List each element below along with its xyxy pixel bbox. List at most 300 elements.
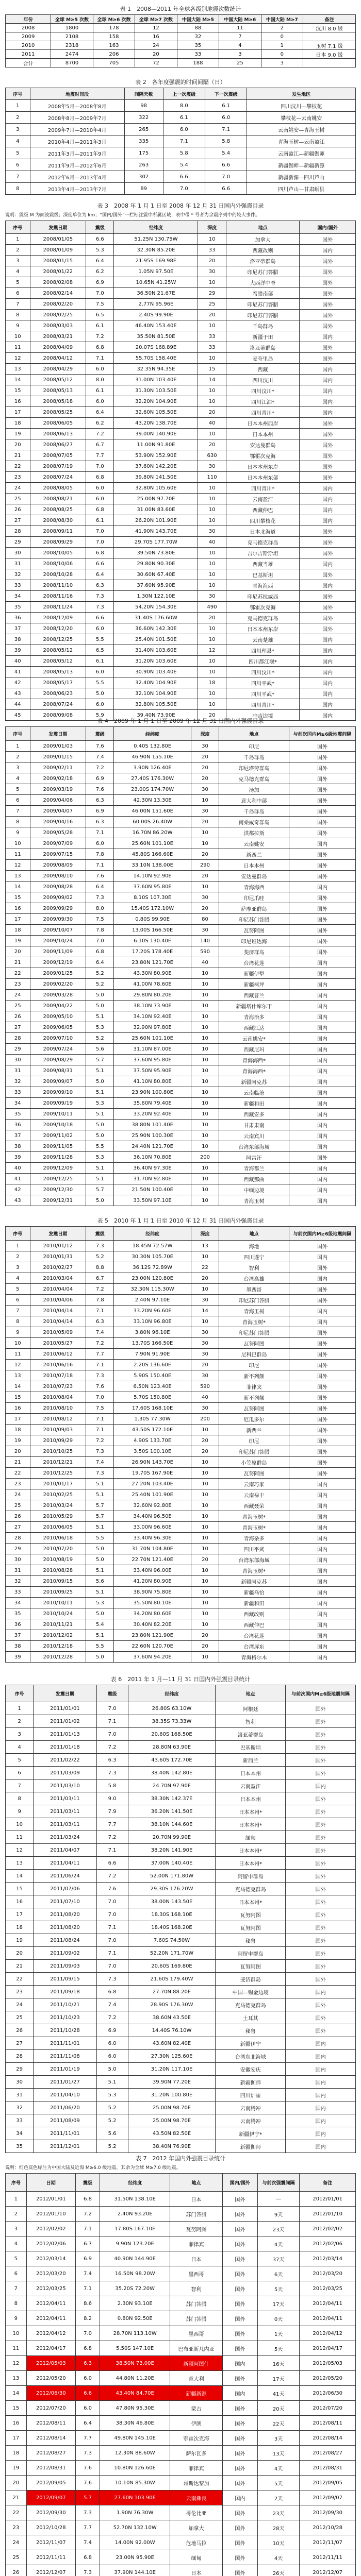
table-cell: 5.5: [86, 1533, 114, 1544]
table-row: [6, 1511, 356, 1522]
table-cell: 四川芦山—甘肃岷县: [247, 183, 356, 195]
table-cell: 青海治多: [219, 1011, 289, 1022]
table-cell: 7.0: [96, 1895, 128, 1908]
table-cell: 2009/12/31: [30, 1195, 86, 1206]
table-cell: 2010/12/28: [30, 1652, 86, 1663]
table-cell: 5.2: [96, 2114, 128, 2127]
table-cell: 2012/12/07: [300, 2565, 356, 2576]
table-cell: 38.80N 101.40E: [114, 1120, 191, 1130]
table-cell: 42.30N 13.30E: [114, 795, 191, 806]
table-row: [6, 2251, 356, 2266]
table-cell: 国内: [289, 1055, 355, 1065]
table-cell: 4: [6, 1741, 34, 1754]
table-row: [6, 1251, 356, 1262]
table-cell: 国内: [222, 2490, 257, 2505]
table-cell: 20: [191, 1273, 219, 1284]
table-cell: 6: [6, 795, 30, 806]
table-cell: 3: [6, 256, 30, 266]
table-cell: 6.3: [86, 580, 114, 591]
table-cell: 23: [6, 1479, 30, 1489]
table-cell: 19.70S 167.90E: [114, 1468, 191, 1479]
table-cell: 26: [6, 504, 30, 515]
table-cell: 2009/11/05: [30, 1141, 86, 1152]
table-cell: 26.80S 63.10W: [128, 1702, 216, 1715]
table-row: [6, 1960, 356, 1973]
table-cell: 2008/08/25: [30, 504, 86, 515]
table-cell: 6.6: [205, 183, 247, 195]
table-cell: 国内: [286, 2102, 356, 2114]
table-cell: 2008/05/12: [30, 645, 86, 656]
table-cell: 青海海西*: [219, 1065, 289, 1076]
table-cell: 10: [198, 277, 226, 288]
table-cell: 2011/03/24: [34, 1831, 96, 1844]
table-cell: 新疆塔什库尔干: [219, 1001, 289, 1011]
table-cell: 千岛群岛: [219, 752, 289, 762]
table-cell: 2008/05/17: [30, 677, 86, 688]
table-cell: 1: [6, 100, 30, 112]
table-cell: 0.80S 99.90E: [114, 914, 191, 925]
table-cell: 11: [219, 24, 261, 32]
table-3-note: 说明：震级 M 为面波震级；深度单位为 km；“国内/国外”一栏标注震中所属区域；表中带 * 号者为余震序列中的较大事件。: [5, 213, 260, 218]
table-cell: 20.70N 99.90E: [128, 1831, 216, 1844]
table-row: [6, 1805, 356, 1818]
table-cell: 41.10N 80.80E: [114, 1076, 191, 1087]
table-cell: 29: [6, 1044, 30, 1055]
table-cell: 7.2: [86, 1284, 114, 1295]
table-cell: 国外: [289, 773, 355, 784]
table-cell: 2010/03/04: [30, 1273, 86, 1284]
table-cell: 10: [198, 320, 226, 331]
table-cell: 7.2: [96, 1831, 128, 1844]
table-row: [6, 1831, 356, 1844]
table-cell: 34.40N 96.50E: [114, 1511, 191, 1522]
table-cell: 秘鲁: [216, 2024, 286, 2037]
table-row: [6, 1011, 356, 1022]
table-cell: 2011/07/06: [34, 1883, 96, 1895]
table-cell: 瓦努阿图: [219, 1403, 289, 1414]
table-cell: 土耳其: [216, 2011, 286, 2024]
table-row: [6, 2089, 356, 2102]
table-cell: 24: [6, 990, 30, 1001]
table-cell: 国内: [289, 1273, 355, 1284]
column-header: 备注: [303, 15, 356, 24]
table-cell: 国外: [300, 353, 356, 364]
table-cell: 29.80N 80.20E: [114, 990, 191, 1001]
table-cell: 2011/09/03: [34, 1960, 96, 1973]
table-cell: 35.50N 81.50E: [114, 331, 198, 342]
table-cell: 22: [6, 461, 30, 472]
table-row: [6, 1033, 356, 1044]
table-cell: 20: [191, 871, 219, 882]
table-cell: 7.0: [163, 183, 205, 195]
table-cell: 1800: [51, 24, 93, 32]
table-row: [6, 2461, 356, 2476]
table-row: [6, 2127, 356, 2140]
table-cell: 10: [191, 838, 219, 849]
table-cell: 33.10N 96.80E: [114, 1316, 191, 1327]
table-cell: 7.0: [96, 1702, 128, 1715]
table-cell: 安徽安庆: [216, 2063, 286, 2076]
table-cell: 四川攀枝花: [226, 515, 300, 526]
table-cell: 24: [135, 41, 177, 50]
table-2-body: [6, 100, 356, 195]
table-cell: 37.50N 95.90E: [114, 1065, 191, 1076]
table-row: [6, 135, 356, 147]
table-cell: 5.0: [86, 1652, 114, 1663]
table-cell: 22: [6, 968, 30, 979]
table-cell: 36: [6, 613, 30, 623]
table-row: [6, 331, 356, 342]
table-row: [6, 1022, 356, 1033]
table-cell: 206: [93, 50, 135, 59]
table-cell: 16.50N 98.20W: [100, 2266, 170, 2281]
table-cell: 2010/08/10: [30, 1403, 86, 1414]
table-cell: 2009/05/10: [30, 1011, 86, 1022]
table-cell: 28: [6, 1033, 30, 1044]
table-row: [6, 2490, 356, 2505]
table-row: [6, 677, 356, 688]
table-cell: 40: [198, 537, 226, 548]
table-cell: 17: [6, 2431, 27, 2446]
table-cell: 国外: [222, 2520, 257, 2535]
table-cell: 6.6: [75, 2386, 100, 2401]
table-cell: 17: [6, 1908, 34, 1921]
table-cell: 7.6: [96, 1883, 128, 1895]
table-cell: 30: [191, 806, 219, 817]
table-cell: 20.60S 169.80E: [128, 1960, 216, 1973]
table-cell: 10.80N 126.60E: [100, 2461, 170, 2476]
table-cell: 国外: [289, 762, 355, 773]
table-row: [6, 2063, 356, 2076]
table-cell: 2010/09/15: [30, 1576, 86, 1587]
column-header: 国内/国外: [300, 221, 356, 234]
table-cell: 新不列颠: [219, 1392, 289, 1403]
table-cell: 20: [198, 439, 226, 450]
table-cell: 11: [6, 2341, 27, 2356]
table-row: [6, 1435, 356, 1446]
table-row: [6, 1141, 356, 1152]
table-cell: 国内: [289, 1544, 355, 1554]
table-cell: 6.8: [96, 1986, 128, 1998]
table-row: [6, 2140, 356, 2153]
table-cell: 国外: [289, 741, 355, 752]
table-cell: 7: [6, 806, 30, 817]
table-cell: 10: [191, 968, 219, 979]
table-cell: 10.65N 41.25W: [114, 277, 198, 288]
table-cell: 1: [6, 2192, 27, 2207]
table-row: [6, 1554, 356, 1565]
table-cell: 13: [6, 1370, 30, 1381]
table-cell: 20: [191, 1435, 219, 1446]
table-cell: 20: [198, 710, 226, 721]
table-cell: 10: [191, 1141, 219, 1152]
table-cell: 6: [6, 2266, 27, 2281]
table-cell: 7.0: [86, 936, 114, 946]
table-cell: 15: [6, 1392, 30, 1403]
table-cell: 2009/04/16: [30, 817, 86, 827]
table-cell: 国内: [289, 1174, 355, 1184]
table-cell: 云南彝良: [170, 2490, 223, 2505]
table-cell: 98: [124, 100, 163, 112]
table-cell: 台湾花莲: [219, 1630, 289, 1641]
table-cell: 10: [191, 1587, 219, 1598]
table-cell: 27.70N 88.20E: [128, 1986, 216, 1998]
table-cell: 8.8: [86, 1262, 114, 1273]
table-cell: 2010/05/29: [30, 1511, 86, 1522]
table-cell: 32.40N 104.90E: [114, 677, 198, 688]
table-cell: 巴基斯坦: [226, 569, 300, 580]
table-cell: 43: [6, 688, 30, 699]
table-cell: 10.10N 85.30W: [100, 2476, 170, 2490]
table-cell: 国外: [289, 936, 355, 946]
table-cell: 7.0: [86, 461, 114, 472]
table-cell: 四川汶川—攀枝花: [247, 100, 356, 112]
table-cell: 38: [6, 1141, 30, 1152]
table-cell: 2012/07/20: [26, 2401, 75, 2416]
table-cell: 1.30N 122.10E: [114, 591, 198, 602]
table-cell: 7: [6, 299, 30, 310]
table-row: [6, 903, 356, 914]
table-row: [6, 634, 356, 645]
table-cell: 46.40N 153.40E: [114, 320, 198, 331]
table-cell: 20: [191, 1360, 219, 1370]
table-row: [6, 2476, 356, 2490]
table-cell: 36.12S 72.89W: [114, 1262, 191, 1273]
table-cell: 2009/07/10: [30, 1033, 86, 1044]
table-row: [6, 1767, 356, 1780]
table-cell: 30: [191, 741, 219, 752]
table-cell: 45: [6, 710, 30, 721]
table-cell: 10: [191, 1284, 219, 1295]
table-cell: 4.90S 133.70E: [114, 1435, 191, 1446]
table-cell: 39.40N 73.90E: [114, 710, 198, 721]
table-cell: 日本 9.0 级: [303, 50, 356, 59]
table-cell: 7.4: [86, 1327, 114, 1338]
table-3-caption: 表 3 2008 年 1 月 1 日至 2008 年 12 月 31 日国内外强震目录: [97, 202, 264, 209]
table-cell: 0.40S 132.80E: [114, 741, 191, 752]
table-cell: 31.70N 92.80E: [114, 1174, 191, 1184]
table-cell: 7.1: [163, 135, 205, 147]
table-cell: 17: [6, 407, 30, 418]
table-row: [6, 1076, 356, 1087]
table-cell: 国内: [289, 1011, 355, 1022]
table-cell: 5.5: [86, 677, 114, 688]
table-cell: 38.60N 43.50E: [128, 2011, 216, 2024]
table-cell: 国外: [300, 429, 356, 439]
table-cell: 6.3: [86, 1316, 114, 1327]
table-cell: 18.30S 168.10E: [128, 1908, 216, 1921]
table-cell: 41天: [257, 2386, 299, 2401]
table-row: [6, 375, 356, 385]
table-cell: 31.00N 83.60E: [114, 504, 198, 515]
table-cell: 46.90N 155.10E: [114, 752, 191, 762]
table-cell: 2012/09/30: [300, 2505, 356, 2520]
table-cell: 12: [6, 353, 30, 364]
table-4-body: [6, 741, 356, 1206]
table-cell: 7.7: [86, 1349, 114, 1360]
table-cell: 国外: [286, 1831, 356, 1844]
table-row: [6, 667, 356, 677]
table-cell: 5.2: [86, 968, 114, 979]
table-row: [6, 504, 356, 515]
table-cell: 22.60N 120.70E: [114, 1641, 191, 1652]
table-cell: 22: [6, 1973, 34, 1986]
table-cell: 新不列颠: [219, 1370, 289, 1381]
table-cell: 38: [6, 634, 30, 645]
table-cell: 国外: [289, 1425, 355, 1435]
table-cell: 国外: [286, 1754, 356, 1767]
table-cell: 26.90N 143.70E: [114, 1457, 191, 1468]
table-cell: 10: [198, 396, 226, 407]
table-cell: 10: [191, 1022, 219, 1033]
table-cell: 200: [191, 1414, 219, 1425]
table-cell: 25: [6, 2011, 34, 2024]
table-row: [6, 450, 356, 461]
table-cell: 中国—锡金边境: [216, 1986, 286, 1998]
table-cell: 7.3: [86, 1468, 114, 1479]
table-cell: 7.3: [96, 1973, 128, 1986]
table-cell: 阿留申群岛: [216, 1947, 286, 1960]
table-cell: 苏门答腊: [170, 2311, 223, 2326]
table-cell: 43.40N 84.70E: [100, 2386, 170, 2401]
table-cell: 32.90N 97.80E: [114, 1022, 191, 1033]
table-cell: 国外: [289, 1284, 355, 1295]
table-cell: 7.1: [205, 124, 247, 135]
table-row: [6, 2326, 356, 2341]
table-cell: 7.3: [75, 2446, 100, 2461]
table-cell: 5.3: [86, 1598, 114, 1608]
table-6-body: [6, 1702, 356, 2153]
table-cell: 7.2: [96, 1741, 128, 1754]
table-cell: 7.1: [86, 827, 114, 838]
table-cell: 2011/12/01: [34, 2140, 96, 2153]
table-cell: 10: [191, 1468, 219, 1479]
table-cell: 34.20N 80.60E: [114, 1608, 191, 1619]
table-cell: 8: [6, 1316, 30, 1327]
table-cell: 青海玉树*: [219, 1316, 289, 1327]
table-row: [6, 688, 356, 699]
table-row: [6, 925, 356, 936]
table-cell: 7.6: [86, 1381, 114, 1392]
table-cell: 12: [6, 860, 30, 871]
table-cell: 42: [6, 677, 30, 688]
table-row: [6, 558, 356, 569]
table-cell: 国内: [289, 1500, 355, 1511]
table-row: [6, 1641, 356, 1652]
table-cell: 印尼苏门答腊: [219, 1446, 289, 1457]
table-row: [6, 1055, 356, 1065]
table-cell: 25.00N 97.70E: [114, 494, 198, 504]
table-cell: 国外: [222, 2207, 257, 2222]
table-cell: 7.0: [86, 526, 114, 537]
table-cell: 6.6: [205, 159, 247, 171]
column-header: 全球 M≥7 次数: [135, 15, 177, 24]
table-cell: 10: [191, 882, 219, 892]
table-cell: 2010/06/12: [30, 1349, 86, 1360]
table-cell: 2010/12/21: [30, 1457, 86, 1468]
table-cell: 27: [6, 1522, 30, 1533]
table-cell: 590: [191, 1381, 219, 1392]
table-cell: 5.1: [86, 1109, 114, 1120]
table-3-body: [6, 234, 356, 721]
table-cell: 26.20N 101.90E: [114, 515, 198, 526]
table-cell: 2011年9月—2012年6月: [30, 159, 124, 171]
table-cell: 6: [6, 1767, 34, 1780]
table-cell: 蒙古: [170, 2401, 223, 2416]
table-row: [6, 1489, 356, 1500]
table-cell: 新西兰: [216, 1754, 286, 1767]
section-table-1: [5, 4, 356, 67]
table-cell: 33: [177, 50, 219, 59]
table-cell: 国外: [300, 288, 356, 299]
table-cell: 36.50N 21.67E: [114, 288, 198, 299]
table-cell: 7.7: [75, 2520, 100, 2535]
table-cell: 25.00N 98.70E: [128, 2102, 216, 2114]
table-cell: 2012/08/27: [300, 2446, 356, 2461]
table-cell: 四川平武*: [226, 677, 300, 688]
table-cell: 印尼苏门答腊: [226, 310, 300, 320]
table-cell: 2: [6, 245, 30, 256]
table-cell: 20: [6, 1947, 34, 1960]
table-cell: 2011/09/18: [34, 1986, 96, 1998]
table-cell: 6.3: [96, 1754, 128, 1767]
table-row: [6, 1109, 356, 1120]
table-cell: 10: [198, 688, 226, 699]
table-cell: 4天: [257, 2236, 299, 2251]
table-row: [6, 1152, 356, 1163]
table-row: [6, 602, 356, 613]
table-cell: 9: [6, 2311, 27, 2326]
table-cell: 32.80N 105.60E: [114, 483, 198, 494]
table-cell: 新西兰: [219, 849, 289, 860]
table-1-head: [6, 15, 356, 24]
table-cell: 25.00N 98.70E: [128, 2114, 216, 2127]
table-row: [6, 407, 356, 418]
table-row: [6, 656, 356, 667]
table-cell: 2009/08/10: [30, 871, 86, 882]
table-cell: 2012/08/27: [26, 2446, 75, 2461]
table-row: [6, 461, 356, 472]
table-cell: 2011/06/20: [34, 2102, 96, 2114]
table-cell: 国外: [286, 1741, 356, 1754]
header-row: [6, 88, 356, 100]
table-cell: 10: [191, 1598, 219, 1608]
table-cell: 新西兰: [219, 1425, 289, 1435]
table-cell: 2008/03/21: [30, 331, 86, 342]
table-cell: 7.0: [205, 171, 247, 183]
table-cell: 国外: [222, 2281, 257, 2296]
table-cell: 小笠原群岛: [219, 1457, 289, 1468]
table-cell: 3天: [257, 2431, 299, 2446]
table-cell: 5.1: [86, 1479, 114, 1489]
table-cell: 24: [6, 1998, 34, 2011]
table-cell: 2011/01/01: [34, 1702, 96, 1715]
table-row: [6, 1295, 356, 1306]
table-cell: 5.0: [86, 1195, 114, 1206]
table-cell: 伊朗: [170, 2416, 223, 2431]
table-cell: 国内: [300, 385, 356, 396]
table-cell: 13: [6, 364, 30, 375]
table-row: [6, 1780, 356, 1792]
table-cell: 云南腾冲: [216, 2102, 286, 2114]
table-row: [6, 1533, 356, 1544]
table-cell: 国内: [289, 1141, 355, 1152]
table-cell: 12: [6, 1360, 30, 1370]
table-cell: 云南姚安*: [219, 1033, 289, 1044]
table-cell: 6.0: [86, 667, 114, 677]
table-cell: 2012/02/02: [26, 2222, 75, 2236]
table-cell: 青海海西: [226, 580, 300, 591]
